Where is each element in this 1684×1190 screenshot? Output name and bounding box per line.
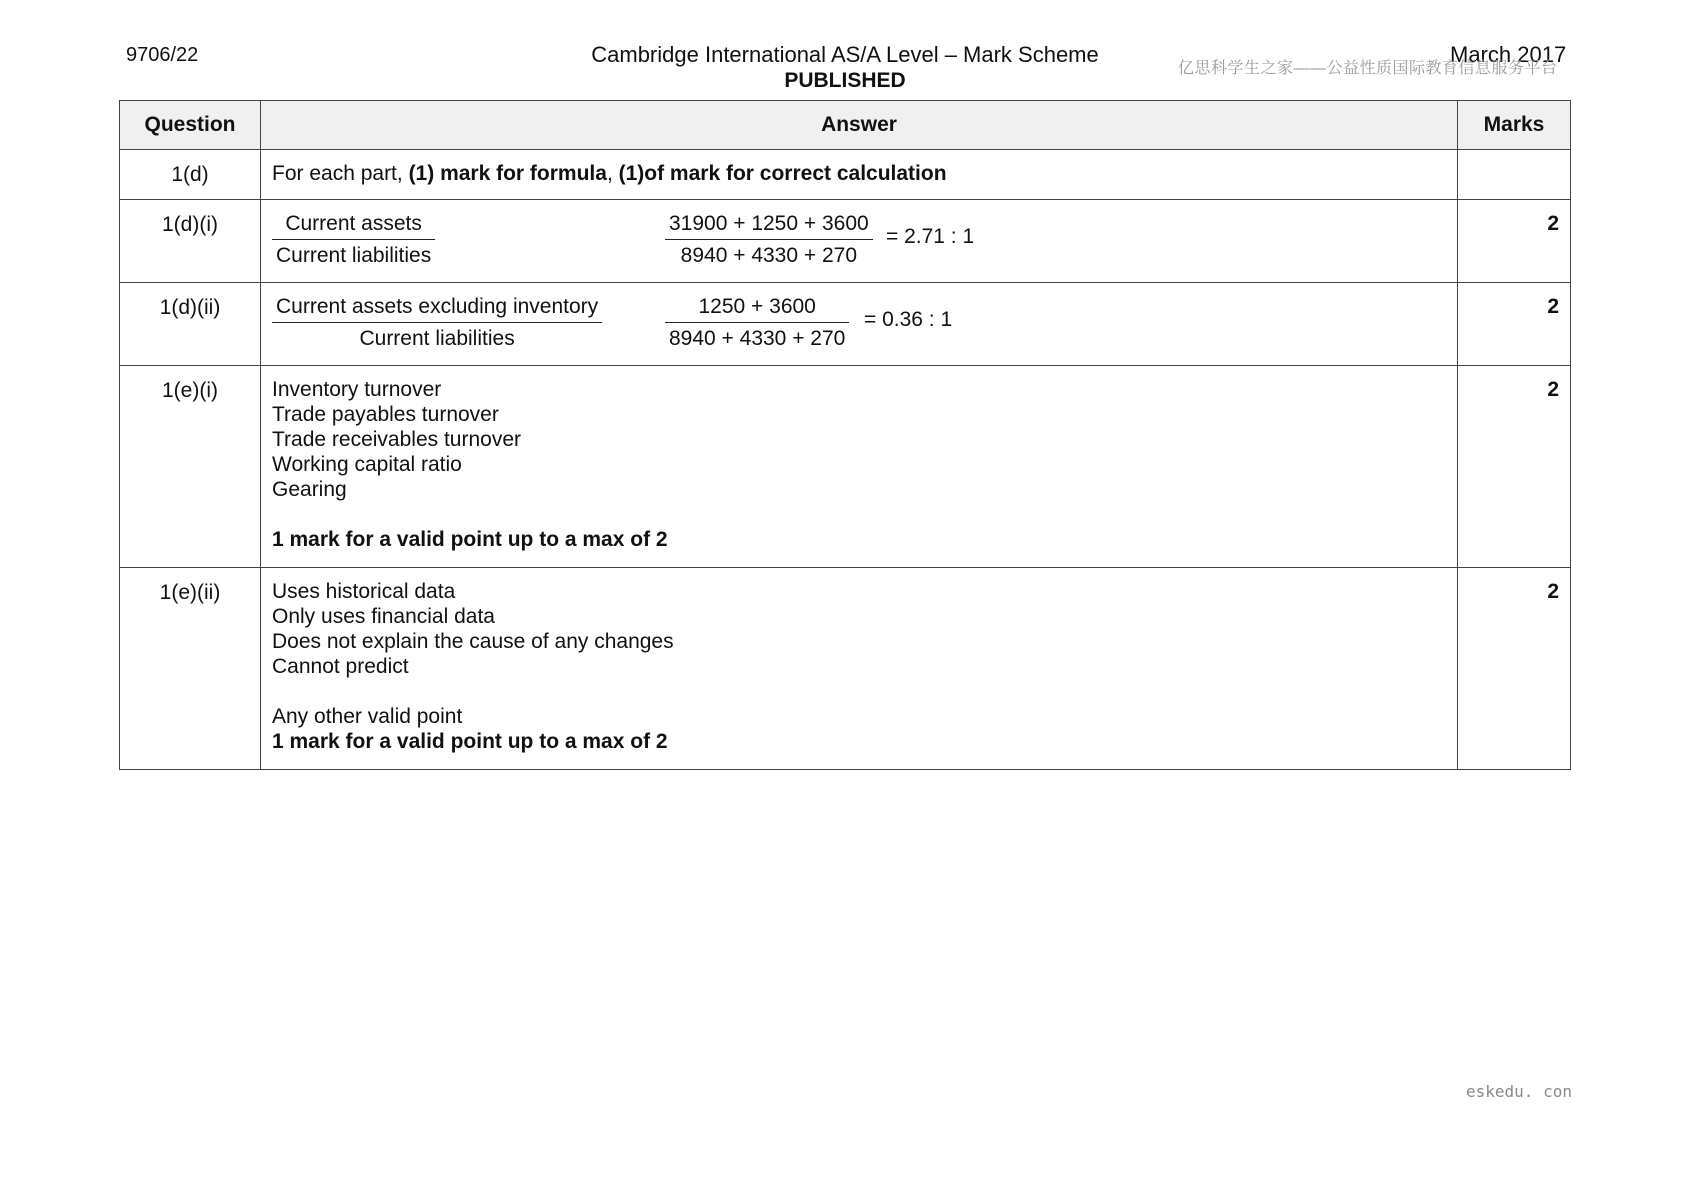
marks-value: 2 [1458, 568, 1571, 770]
document-subtitle: PUBLISHED [784, 69, 906, 92]
question-header: Question [120, 101, 261, 150]
answer-header: Answer [261, 101, 1458, 150]
question-number: 1(e)(ii) [120, 568, 261, 770]
footer-watermark: eskedu. con [1466, 1082, 1572, 1101]
question-number: 1(d)(ii) [120, 283, 261, 366]
formula-numerator: Current assets excluding inventory [272, 293, 602, 323]
answer-cell [261, 568, 1458, 770]
question-number: 1(d)(i) [120, 200, 261, 283]
formula-numerator: Current assets [272, 210, 435, 240]
answer-line: Working capital ratio [272, 453, 462, 476]
marking-note: 1 mark for a valid point up to a max of 2 [272, 730, 668, 753]
mark-scheme-table [119, 100, 1571, 770]
calculation-denominator: 8940 + 4330 + 270 [669, 327, 846, 350]
answer-line: Any other valid point [272, 705, 463, 728]
table-row [120, 283, 1571, 366]
exam-date: March 2017 [1450, 42, 1567, 67]
formula-denominator: Current liabilities [276, 244, 432, 267]
answer-line: Uses historical data [272, 580, 456, 603]
table-row [120, 150, 1571, 200]
answer-cell [261, 283, 1458, 366]
answer-cell [261, 150, 1458, 200]
answer-bold-text: (1)of mark for correct calculation [618, 162, 947, 185]
calculation-result: = 2.71 : 1 [886, 225, 975, 248]
table-row [120, 366, 1571, 568]
answer-line: Only uses financial data [272, 605, 495, 628]
marks-value: 2 [1458, 200, 1571, 283]
answer-line: Cannot predict [272, 655, 409, 678]
question-number: 1(e)(i) [120, 366, 261, 568]
calculation-fraction [665, 293, 849, 353]
table-row [120, 568, 1571, 770]
marks-value [1458, 150, 1571, 200]
answer-text: For each part, [272, 162, 409, 185]
marks-value: 2 [1458, 283, 1571, 366]
answer-bold-text: (1) mark for formula [408, 162, 607, 185]
header-watermark: 亿思科学生之家——公益性质国际教育信息服务平台 [1178, 60, 1558, 77]
paper-code: 9706/22 [126, 44, 199, 66]
answer-line: Inventory turnover [272, 378, 442, 401]
table-header-row [120, 101, 1571, 150]
marks-value: 2 [1458, 366, 1571, 568]
table-row [120, 200, 1571, 283]
answer-separator: , [606, 162, 619, 185]
answer-line: Trade receivables turnover [272, 428, 522, 451]
answer-line: Does not explain the cause of any changes [272, 630, 674, 653]
calculation-result: = 0.36 : 1 [864, 308, 953, 331]
question-number: 1(d) [120, 150, 261, 200]
answer-cell [261, 366, 1458, 568]
answer-cell [261, 200, 1458, 283]
answer-line: Gearing [272, 478, 347, 501]
formula-denominator: Current liabilities [359, 327, 515, 350]
calculation-numerator: 1250 + 3600 [665, 293, 849, 323]
document-title: Cambridge International AS/A Level – Mark Scheme [591, 42, 1099, 67]
marking-note: 1 mark for a valid point up to a max of 2 [272, 528, 668, 551]
calculation-fraction [665, 210, 873, 270]
calculation-numerator: 31900 + 1250 + 3600 [665, 210, 873, 240]
calculation-denominator: 8940 + 4330 + 270 [680, 244, 858, 267]
formula-fraction [272, 293, 602, 353]
formula-fraction [272, 210, 435, 270]
answer-line: Trade payables turnover [272, 403, 499, 426]
marks-header: Marks [1458, 101, 1571, 150]
